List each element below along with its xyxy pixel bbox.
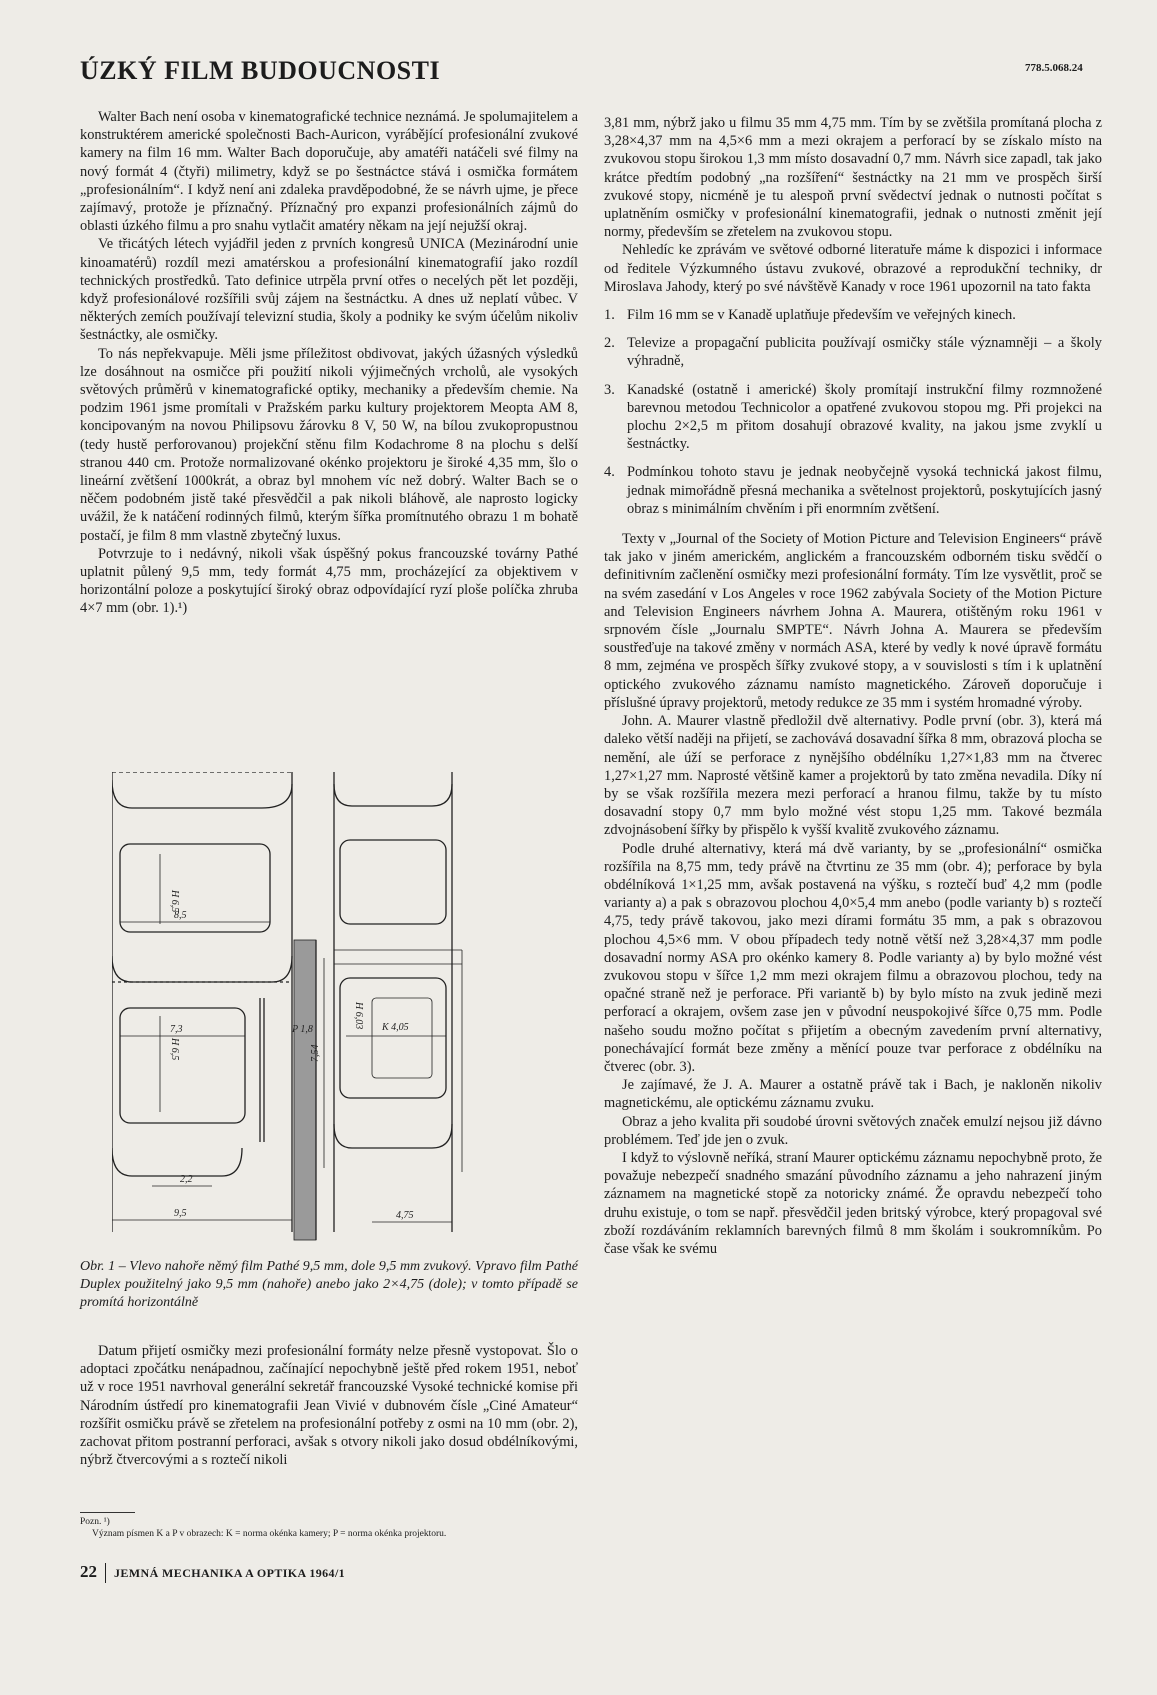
footnote-rule (80, 1512, 135, 1513)
page-title: ÚZKÝ FILM BUDOUCNOSTI (80, 56, 441, 85)
list-item: 2. Televize a propagační publicita používají osmičky stále významněji – a školy výhradně, (604, 335, 1102, 370)
lower-frame (120, 1008, 245, 1123)
paragraph: 3,81 mm, nýbrž jako u filmu 35 mm 4,75 mm. Tím by se zvětšila promítaná plocha z 3,28×4,37 mm na 4,5×6 mm a mezi okrajem a perforací by se získalo místo na zvukovou stopu širokou 1,3 mm místo dosavadní 0,7 mm. Návrh sice zapadl, tak jako krátce předtím podobný „na rozšíření“ šestnáctky na 21 mm ve prospěch širší zvukové stopy, nicméně je tu alespoň první svědectví jednak o nutnosti počítat s uplatněním osmičky v profesionální kinematografii, jednak o nutnosti změnit její normy, především se zřetelem na zvukovou stopu. (604, 115, 1102, 241)
magazine-name: JEMNÁ MECHANIKA A OPTIKA 1964/1 (114, 1566, 346, 1580)
dim-label: 2,2 (180, 1174, 193, 1185)
list-item: 4. Podmínkou tohoto stavu je jednak neobyčejně vysoká technická jakost filmu, jednak mimořádně přesná mechanika a světelnost projektorů, poskytujících jasný obraz s minimálním chvěním i při enormním zvětšení. (604, 464, 1102, 517)
footnote-text: Význam písmen K a P v obrazech: K = norma okénka kamery; P = norma okénka projektoru. (92, 1529, 447, 1539)
paragraph: Potvrzuje to i nedávný, nikoli však úspěšný pokus francouzské továrny Pathé uplatnit půlený 9,5 mm, tedy formát 4,75 mm, procházející za objektivem v horizontální poloze a poskytující široký obraz odpovídající ryzí ploše políčka zhruba 4×7 mm (obr. 1).¹) (80, 545, 578, 617)
film-format-figure (112, 772, 574, 1242)
paragraph: Je zajímavé, že J. A. Maurer a ostatně právě tak i Bach, je nakloněn nikoliv magnetickému, ale optickému záznamu zvuku. (604, 1077, 1102, 1112)
duplex-lower-frame (340, 978, 446, 1098)
upper-frame (120, 844, 270, 932)
perforation (112, 1148, 242, 1176)
footnote (80, 1516, 580, 1540)
duplex-upper-frame (340, 840, 446, 924)
dim-label: 8,5 (174, 910, 187, 921)
dim-label: 7,3 (170, 1024, 183, 1035)
paragraph: Nehledíc ke zprávám ve světové odborné literatuře máme k dispozici i informace od ředitele Výzkumného ústavu zvukové, obrazové a reprodukční techniky, dr Miroslava Jahody, který po své návštěvě Kanady v roce 1961 upozornil na tato fakta (604, 242, 1102, 295)
dim-label: K 4,05 (382, 1022, 409, 1033)
dim-label: P 1,8 (292, 1024, 313, 1035)
list-item: 1. Film 16 mm se v Kanadě uplatňuje především ve veřejných kinech. (604, 307, 1016, 324)
paragraph: John. A. Maurer vlastně předložil dvě alternativy. Podle první (obr. 3), která má daleko větší naději na přijetí, se zachovává dosavadní šířka 8 mm, obrazová plocha se nemění, ale úží se perforace z nynějšího obdélníku 1,27×1,83 mm na čtverec 1,27×1,27 mm. Naprosté většině kamer a projektorů by tato změna nevadila. Díky ní by se však rozšířila mezera mezi perforací a hranou filmu, takže by tu místo dosavadní stopy 0,7 mm bylo možné vést stopu 1,25 mm. Takové bezmála zdvojnásobení šířky by přispělo k vyšší kvalitě zvukového záznamu. (604, 713, 1102, 839)
paragraph: Podle druhé alternativy, která má dvě varianty, by se „profesionální“ osmička rozšířila na 8,75 mm, tedy právě na čtvrtinu ze 35 mm (obr. 4); perforace by byla obdélníková 1×1,25 mm, avšak postavená na výšku, s roztečí buď 4,2 mm (podle varianty a) a pak s obrazovou plochou 4,0×5,4 mm anebo (podle varianty b) s roztečí 4,75, tedy právě takovou, jako mezi dírami formátu 35 mm, a pak s obrazovou plochou 4,5×6 mm. V obou případech tedy notně větší než 3,28×4,37 mm podle dosavadní normy ASA pro okénko kamery 8. Podle varianty a) by bylo možné vést zvukovou stopu v šířce 1,2 mm mezi okrajem filmu a obrazovou plochou, tedy na opačné straně než je perforace. Při variantě b) by bylo místo na zvuk jedině mezi perforací a okrajem, ovšem zase jen v původní neuspokojivé šířce 0,75 mm. Podle našeho soudu možno počítat s přijetím a obecným zavedením první alternativy, ponechávající formát beze změny a měnící pouze tvar perforace z obdélníku na čtverec (obr. 3). (604, 840, 1102, 1075)
perforation (112, 956, 292, 982)
facts-list (604, 306, 1102, 518)
figure-caption: Obr. 1 – Vlevo nahoře němý film Pathé 9,5 mm, dole 9,5 mm zvukový. Vpravo film Pathé Duplex použitelný jako 9,5 mm (nahoře) anebo jako 2×4,75 (dole); v tomto případě se promítá horizontálně (80, 1259, 578, 1310)
dim-label: H 6,03 (353, 1002, 364, 1030)
paragraph: Obraz a jeho kvalita při soudobé úrovni světových značek emulzí nejsou již dávno problémem. Teď jde jen o zvuk. (604, 1113, 1102, 1148)
classification-code: 778.5.068.24 (1025, 62, 1083, 74)
paragraph: To nás nepřekvapuje. Měli jsme příležitost obdivovat, jakých úžasných výsledků lze dosáhnout na osmičce při použití nikoli výjimečných vrcholů, ale vysokých světových průměrů v kinematografické optiky, mechaniky a především chemie. Na podzim 1961 jsme promítali v Pražském parku kultury projektorem Meopta AM 8, koncipovaným na novou Philipsovu žárovku 8 V, 50 W, na bílou zvukopropustnou (tedy hustě perforovanou) projekční stěnu film Kodachrome 8 na plochu s delší stranou 440 cm. Protože normalizované okénko projektoru je široké 4,35 mm, šlo o lineární zvětšení 1000krát, a obraz byl mnohem víc než dobrý. Walter Bach se o něčem podobném jistě také přesvědčil a pak nikoli bláhově, ale naprosto logicky uvážil, že k natáčení rodinných filmů, kterým šířka promítnutého obrazu 1 m bohatě postačí, je film 8 mm vlastně zbytečný luxus. (80, 345, 578, 544)
dim-label: 4,75 (396, 1210, 414, 1221)
footnote-heading: Pozn. ¹) (80, 1517, 110, 1527)
dim-label: H 6,5 (169, 890, 180, 913)
footer-divider (105, 1563, 106, 1583)
left-column-continuation (80, 1342, 578, 1469)
dim-label: H 6,5 (169, 1038, 180, 1061)
paragraph: Datum přijetí osmičky mezi profesionální formáty nelze přesně vystopovat. Šlo o adoptaci zpočátku nenápadnou, začínající nepochybně ještě před rokem 1951, neboť už v roce 1951 navrhoval generální sekretář francouzské Vysoké technické komise při Národním ústředí pro kinematografii Jean Vivié v dubnovém čísle „Ciné Amateur“ rozšířit osmičku právě se zřetelem na profesionální potřeby z osmi na 10 mm (obr. 2), zachovat přitom postranní perforaci, avšak s otvory nikoli jako dosud obdélníkovými, nýbrž čtvercovými a s roztečí nikoli (80, 1343, 578, 1469)
dim-label: 9,5 (174, 1208, 187, 1219)
paragraph: Ve třicátých létech vyjádřil jeden z prvních kongresů UNICA (Mezinárodní unie kinoamatérů) rozdíl mezi amatérskou a profesionální kinematografií jako rozdíl technických prostředků. Tato definice utrpěla první otřes o necelých pět let později, když profesionálové rozšířili svůj zájem na šestnáctku. A dnes už neplatí vůbec. V některých zemích používají televizní studia, školy a podniky ke svým účelům nikoliv šestnáctky, ale osmičky. (80, 236, 578, 344)
left-column (80, 108, 578, 618)
list-item: 3. Kanadské (ostatně i americké) školy promítají instrukční filmy rozmnožené barevnou metodou Technicolor a opatřené zvukovou stopou mg. Při projekci na plochu 2×2,5 m přitom dosahují obrazové kvality, na jakou jsme zvyklí u šestnáctky. (604, 381, 1102, 453)
sound-track-hatch (294, 940, 316, 1240)
page-number: 22 (80, 1562, 97, 1581)
dim-label: 7,54 (310, 1044, 321, 1062)
paragraph: Walter Bach není osoba v kinematografické technice neznámá. Je spolumajitelem a konstruktérem americké společnosti Bach-Auricon, vyrábějící profesionální zvukové kamery na film 16 mm. Walter Bach doporučuje, aby amatéři natáčeli své filmy na nový formát 4 (čtyři) milimetry, když se po šestnáctce stává i osmička formátem „profesionálním“. I když není ani zdaleka pravděpodobné, že se návrh ujme, je přece zajímavý, protože je příznačný. Příznačný pro expanzi profesionálních zájmů do oblasti úzkého filmu a pro snahu vytlačit amatéry někam na její nejužší okraj. (80, 109, 578, 235)
paragraph: I když to výslovně neříká, straní Maurer optickému záznamu nepochybně proto, že považuje nebezpečí snadného smazání původního záznamu a jeho nahrazení jiným záznamem na magnetické stopě za notoricky známé. Že opravdu nebezpečí toho druhu existuje, o tom se např. přesvědčil jeden britský výrobce, který propagoval své zboží rozdáváním reklamních barevných filmů 8 mm školám i soukromníkům. Po čase však ke svému (604, 1149, 1102, 1257)
page-footer (80, 1562, 345, 1583)
paragraph: Texty v „Journal of the Society of Motion Picture and Television Engineers“ právě tak jako v jiném americkém, anglickém a francouzském odborném tisku svědčí o definitivním začlenění osmičky mezi profesionální formáty. Tím lze vysvětlit, proč se na svém zasedání v Los Angeles v roce 1962 zabývala Society of the Motion Picture and Television Engineers návrhem Johna A. Maurera, otištěným roku 1961 v srpnovém čísle „Journalu SMPTE“. Návrh Johna A. Maurera se především soustřeďuje na takové změny v normách ASA, které by vedly k nové úpravě formátu 8 mm, zejména ve prospěch šířky zvukové stopy, a v souvislosti s tím i k uplatnění optického zvukového záznamu namísto magnetického. Zároveň doporučuje i příslušné úpravy projektorů, metody redukce ze 35 mm i systém hromadné výroby. (604, 531, 1102, 711)
right-column (604, 114, 1102, 1258)
